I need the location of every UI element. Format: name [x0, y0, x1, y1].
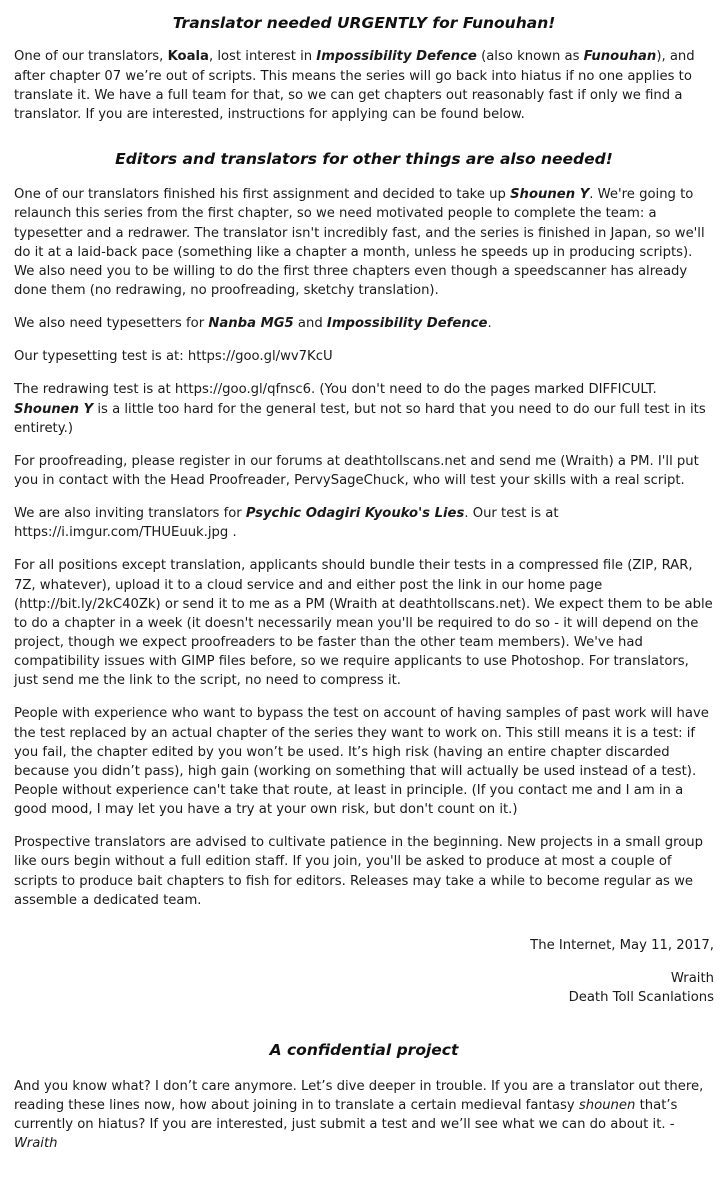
- text-segment: .: [487, 316, 492, 332]
- paragraph-typesetters-needed: [14, 314, 714, 333]
- signature-block: [14, 936, 714, 1007]
- heading-translator-needed: Translator needed URGENTLY for Funouhan!: [172, 14, 556, 32]
- text-segment: ), and after chapter 07 we’re out of scripts. This means the series will go back into hiatus if no one applies to translate it. We have a full team for that, so we can get chapters out reasonably fast if only we find a translator. If you are interested, instructions for applying can be found below.: [14, 49, 695, 122]
- paragraph-psychic-odagiri: [14, 504, 714, 542]
- title-impossibility-defence: Impossibility Defence: [326, 316, 488, 332]
- text-segment: The redrawing test is at https://goo.gl/qfnsc6. (You don't need to do the pages marked DIFFICULT.: [14, 382, 657, 398]
- text-segment: . Our test is at https://i.imgur.com/THUEuuk.jpg .: [14, 506, 559, 541]
- signature-spacer: [14, 955, 714, 969]
- text-segment: And you know what? I don’t care anymore. Let’s dive deeper in trouble. If you are a translator out there, reading these lines now, how about joining in to translate a certain medieval fantasy: [14, 1078, 704, 1113]
- text-shounen: shounen: [578, 1097, 636, 1113]
- title-funouhan: Funouhan: [583, 49, 657, 65]
- paragraph-proofreading: For proofreading, please register in our forums at deathtollscans.net and send me (Wraith) a PM. I'll put you in contact with the Head Proofreader, PervySageChuck, who will test your skills with a real script.: [14, 453, 699, 488]
- paragraph-typesetting-test: Our typesetting test is at: https://goo.gl/wv7KcU: [14, 349, 333, 365]
- paragraph-shounen-y: [14, 185, 714, 300]
- text-koala: Koala: [167, 49, 209, 65]
- heading-confidential-project: A confidential project: [269, 1041, 459, 1060]
- text-segment: We also need typesetters for: [14, 316, 209, 332]
- paragraph-translator-intro: [14, 47, 714, 124]
- text-segment: and: [293, 316, 327, 332]
- signature-name: Wraith: [670, 970, 714, 986]
- text-segment: We are also inviting translators for: [14, 506, 246, 522]
- text-segment: is a little too hard for the general test, but not so hard that you need to do our full test in its entirety.): [14, 401, 706, 436]
- paragraph-patience-note: Prospective translators are advised to cultivate patience in the beginning. New projects in a small group like ours begin without a full edition staff. If you join, you'll be asked to produce at most a couple of scripts to produce bait chapters to fish for editors. Releases may take a while to become regular as we assemble a dedicated team.: [14, 835, 703, 908]
- text-segment: that’s currently on hiatus? If you are interested, just submit a test and we’ll see what we can do about it. -: [14, 1097, 678, 1132]
- title-impossibility-defence: Impossibility Defence: [316, 49, 477, 65]
- text-wraith: Wraith: [14, 1136, 58, 1152]
- text-segment: One of our translators finished his first assignment and decided to take up: [14, 187, 511, 203]
- text-segment: , lost interest in: [208, 49, 317, 65]
- paragraph-confidential-body: [14, 1077, 714, 1154]
- heading-editors-translators: Editors and translators for other things are also needed!: [115, 149, 613, 168]
- signature-date: The Internet, May 11, 2017,: [530, 937, 714, 953]
- title-shounen-y: Shounen Y: [510, 187, 590, 203]
- text-segment: (also known as: [476, 49, 584, 65]
- title-nanba-mg5: Nanba MG5: [208, 316, 294, 332]
- paragraph-application-instructions: For all positions except translation, applicants should bundle their tests in a compressed file (ZIP, RAR, 7Z, whatever), upload it to a cloud service and and either post the link in our home page (http://bit.ly/2kC40Zk) or send it to me as a PM (Wraith at deathtollscans.net). We expect them to be able to do a chapter in a week (it doesn't necessarily mean you'll be required to do so - it will depend on the project, though we expect proofreaders to be faster than the other team members). We've had compatibility issues with GIMP files before, so we require applicants to use Photoshop. For translators, just send me the link to the script, no need to compress it.: [14, 558, 713, 689]
- paragraph-experience-bypass: People with experience who want to bypass the test on account of having samples of past work will have the test replaced by an actual chapter of the series they want to work on. This still means it is a test: if you fail, the chapter edited by you won’t be used. It’s high risk (having an entire chapter discarded because you didn’t pass), high gain (working on something that will actually be used instead of a test). People without experience can't take that route, at least in principle. (If you contact me and I am in a good mood, I may let you have a try at your own risk, but don't count on it.): [14, 706, 709, 818]
- text-segment: One of our translators,: [14, 49, 168, 65]
- paragraph-redrawing-test: [14, 380, 714, 437]
- text-segment: . We're going to relaunch this series from the first chapter, so we need motivated people to complete the team: a typesetter and a redrawer. The translator isn't incredibly fast, and the series is finished in Japan, so we'll do it at a laid-back pace (something like a chapter a month, unless he speeds up in producing scripts). We also need you to be willing to do the first three chapters even though a speedscanner has already done them (no redrawing, no proofreading, sketchy translation).: [14, 187, 705, 299]
- signature-group: Death Toll Scanlations: [568, 990, 714, 1006]
- title-psychic-odagiri: Psychic Odagiri Kyouko's Lies: [245, 506, 465, 522]
- title-shounen-y: Shounen Y: [14, 401, 94, 417]
